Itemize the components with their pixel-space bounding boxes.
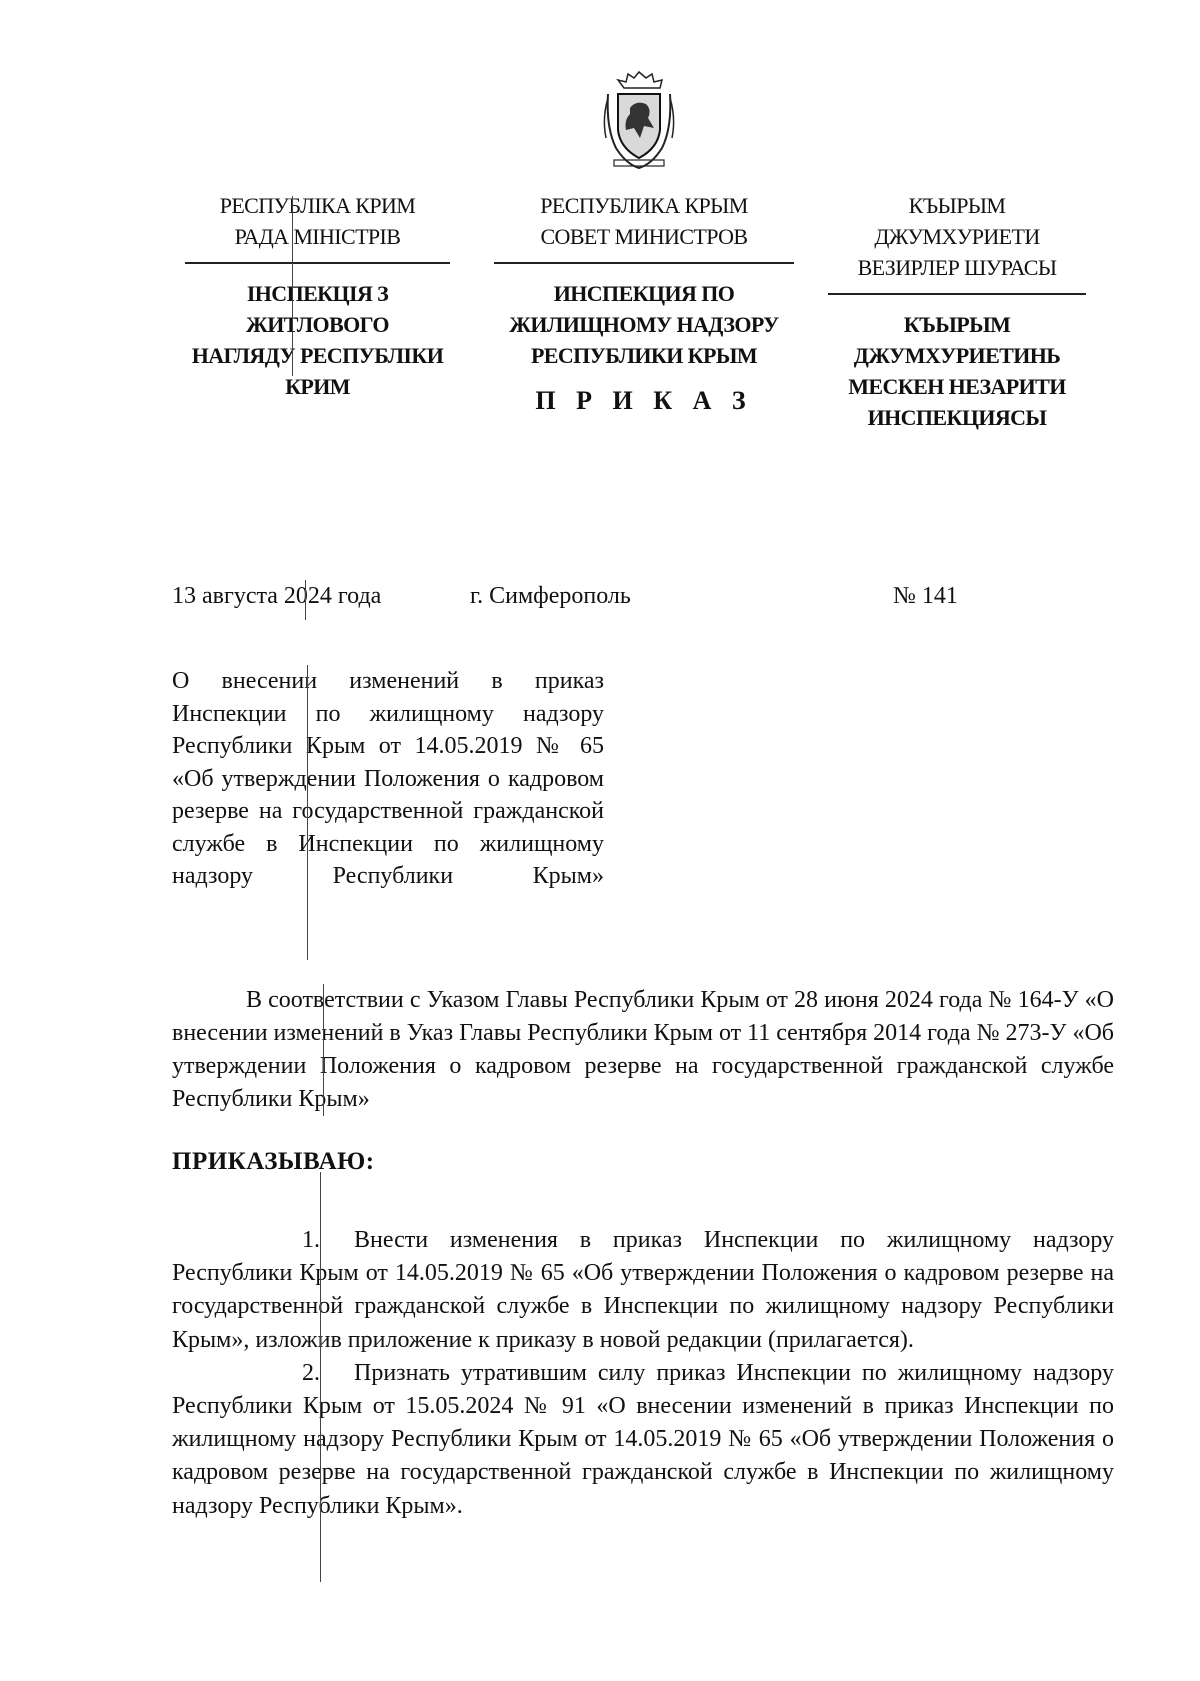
- header-right-inspection-line-4: ИНСПЕКЦИЯСЫ: [867, 405, 1047, 430]
- order-preamble: В соответствии с Указом Главы Республики Крым от 28 июня 2024 года № 164-У «О внесении изменений в Указ Главы Республики Крым от 11 сентября 2014 года № 273-У «Об утверждении Положения о кадровом резерве на государственной гражданской службе Республики Крым»: [172, 987, 1114, 1112]
- order-item-text: Внести изменения в приказ Инспекции по жилищному надзору Республики Крым от 14.05.2019 № 65 «Об утверждении Положения о кадровом резерве на государственной гражданской службе в Инспекции по жилищному надзору Республики Крым», изложив приложение к приказу в новой редакции (прилагается).: [172, 1227, 1114, 1353]
- header-right-inspection-line-1: КЪЫРЫМ: [903, 312, 1011, 337]
- header-left-ministry-line-1: РЕСПУБЛІКА КРИМ: [219, 193, 416, 218]
- header-center-column: [494, 190, 794, 371]
- order-item: [172, 1357, 1114, 1523]
- header-left-inspection-line-1: ІНСПЕКЦІЯ З ЖИТЛОВОГО: [246, 281, 389, 337]
- header-left-ministry-line-2: РАДА МІНІСТРІВ: [234, 224, 401, 249]
- scan-artifact-line: [323, 984, 324, 1116]
- header-center-inspection-line-1: ИНСПЕКЦИЯ ПО: [553, 281, 735, 306]
- order-subject: О внесении изменений в приказ Инспекции по жилищному надзору Республики Крым от 14.05.2019 № 65 «Об утверждении Положения о кадровом резерве на государственной гражданской службе в Инспекции по жилищному надзору Республики Крым»: [172, 668, 604, 889]
- header-right-inspection-line-2: ДЖУМХУРИЕТИНЬ: [853, 343, 1061, 368]
- header-left-column: [185, 190, 450, 402]
- header-left-divider: [185, 262, 450, 264]
- header-left-inspection-line-3: КРИМ: [285, 374, 350, 399]
- header-center-inspection-line-3: РЕСПУБЛИКИ КРЫМ: [530, 343, 758, 368]
- header-right-inspection-line-3: МЕСКЕН НЕЗАРИТИ: [848, 374, 1066, 399]
- order-number: № 141: [893, 583, 958, 609]
- header-right-divider: [828, 293, 1086, 295]
- scan-artifact-line: [292, 196, 293, 376]
- header-center-ministry-line-2: СОВЕТ МИНИСТРОВ: [540, 224, 748, 249]
- order-item-number: 2.: [302, 1359, 320, 1386]
- order-date: 13 августа 2024 года: [172, 583, 382, 609]
- scan-artifact-line: [307, 665, 308, 960]
- order-item: [172, 1224, 1114, 1357]
- scan-artifact-line: [320, 1172, 321, 1582]
- header-center-ministry-line-1: РЕСПУБЛИКА КРЫМ: [540, 193, 748, 218]
- order-item-number: 1.: [302, 1227, 320, 1253]
- order-items: [172, 1224, 1114, 1523]
- header-center-divider: [494, 262, 794, 264]
- header-right-ministry-line-1: КЪЫРЫМ ДЖУМХУРИЕТИ: [874, 193, 1040, 249]
- order-city: г. Симферополь: [470, 583, 631, 609]
- header-right-column: [828, 190, 1086, 433]
- scan-artifact-line: [305, 580, 306, 620]
- header-center-inspection-line-2: ЖИЛИЩНОМУ НАДЗОРУ: [509, 312, 779, 337]
- header-left-inspection-line-2: НАГЛЯДУ РЕСПУБЛІКИ: [191, 343, 444, 368]
- order-verb-heading: ПРИКАЗЫВАЮ:: [172, 1148, 375, 1175]
- header-right-ministry-line-2: ВЕЗИРЛЕР ШУРАСЫ: [857, 255, 1057, 280]
- order-item-text: Признать утратившим силу приказ Инспекции по жилищному надзору Республики Крым от 15.05.2024 № 91 «О внесении изменений в приказ Инспекции по жилищному надзору Республики Крым от 14.05.2019 № 65 «Об утверждении Положения о кадровом резерве на государственной гражданской службе в Инспекции по жилищному надзору Республики Крым».: [172, 1359, 1114, 1519]
- coat-of-arms-emblem: [600, 68, 678, 172]
- order-title: П Р И К А З: [535, 386, 753, 415]
